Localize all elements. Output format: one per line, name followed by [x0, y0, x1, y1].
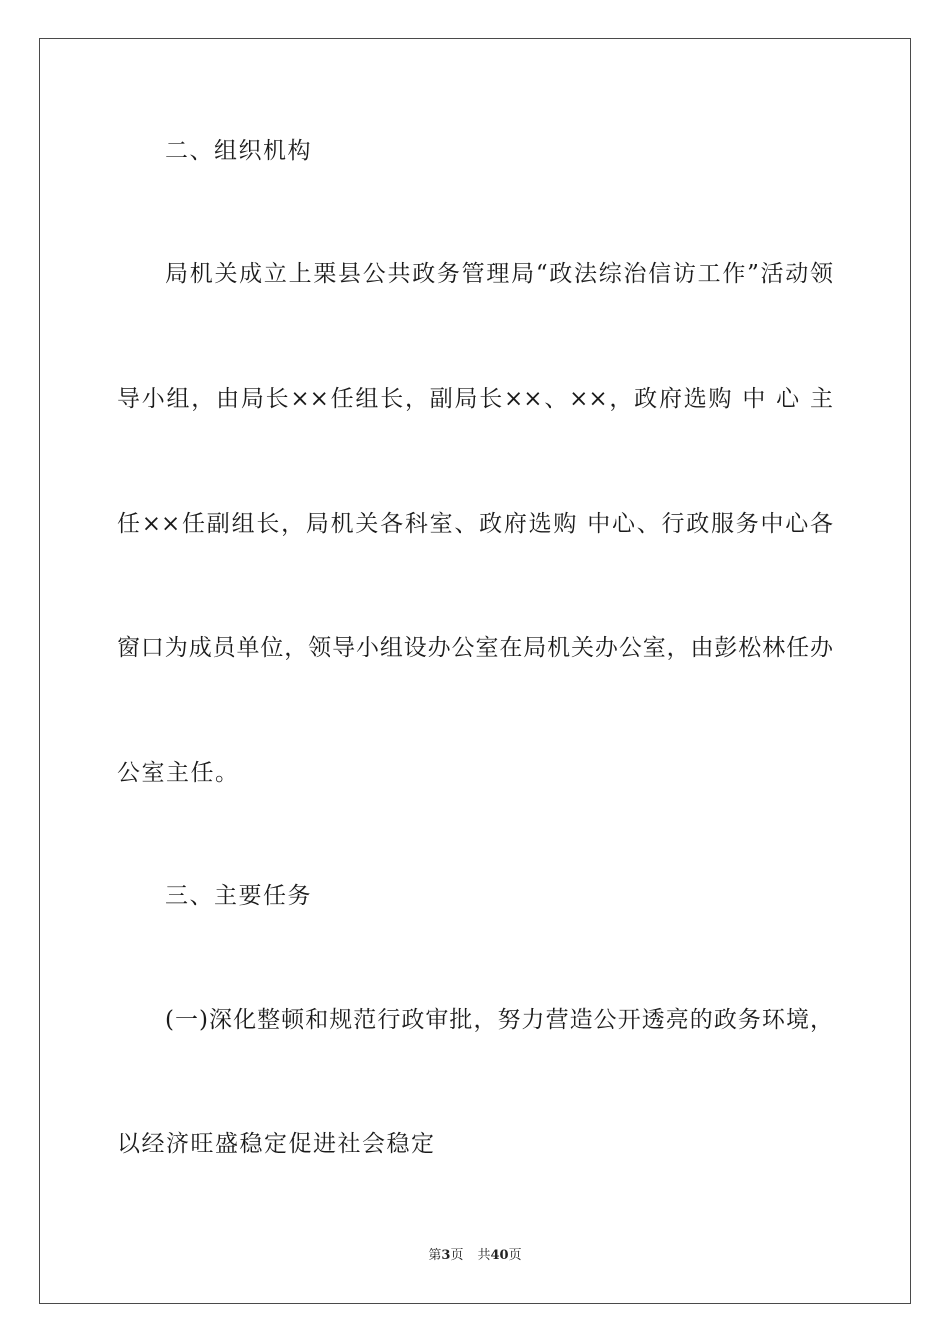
- section-heading-tasks: 三、主要任务: [165, 883, 312, 909]
- paragraph-line: 任××任副组长，局机关各科室、政府选购 中心、行政服务中心各: [117, 511, 833, 537]
- paragraph-line: 局机关成立上栗县公共政务管理局“政法综治信访工作”活动领: [165, 261, 833, 287]
- paragraph-line: 公室主任。: [117, 760, 240, 786]
- page-border: [39, 38, 911, 1304]
- footer-total-prefix: 共: [477, 1248, 491, 1263]
- paragraph-line: 窗口为成员单位，领导小组设办公室在局机关办公室，由彭松林任办: [117, 635, 833, 661]
- section-heading-organization: 二、组织机构: [165, 138, 312, 164]
- footer-page-prefix: 第: [428, 1248, 442, 1263]
- footer-page-number: 3: [441, 1248, 451, 1263]
- page-footer: [0, 1247, 950, 1265]
- paragraph-line: 导小组，由局长××任组长，副局长××、××，政府选购 中 心 主: [117, 386, 833, 412]
- footer-total-pages: 40: [490, 1248, 509, 1263]
- footer-total-suffix: 页: [508, 1248, 522, 1263]
- paragraph-line: (一)深化整顿和规范行政审批，努力营造公开透亮的政务环境，: [165, 1007, 833, 1033]
- paragraph-line: 以经济旺盛稳定促进社会稳定: [117, 1131, 436, 1157]
- footer-page-suffix: 页: [450, 1248, 464, 1263]
